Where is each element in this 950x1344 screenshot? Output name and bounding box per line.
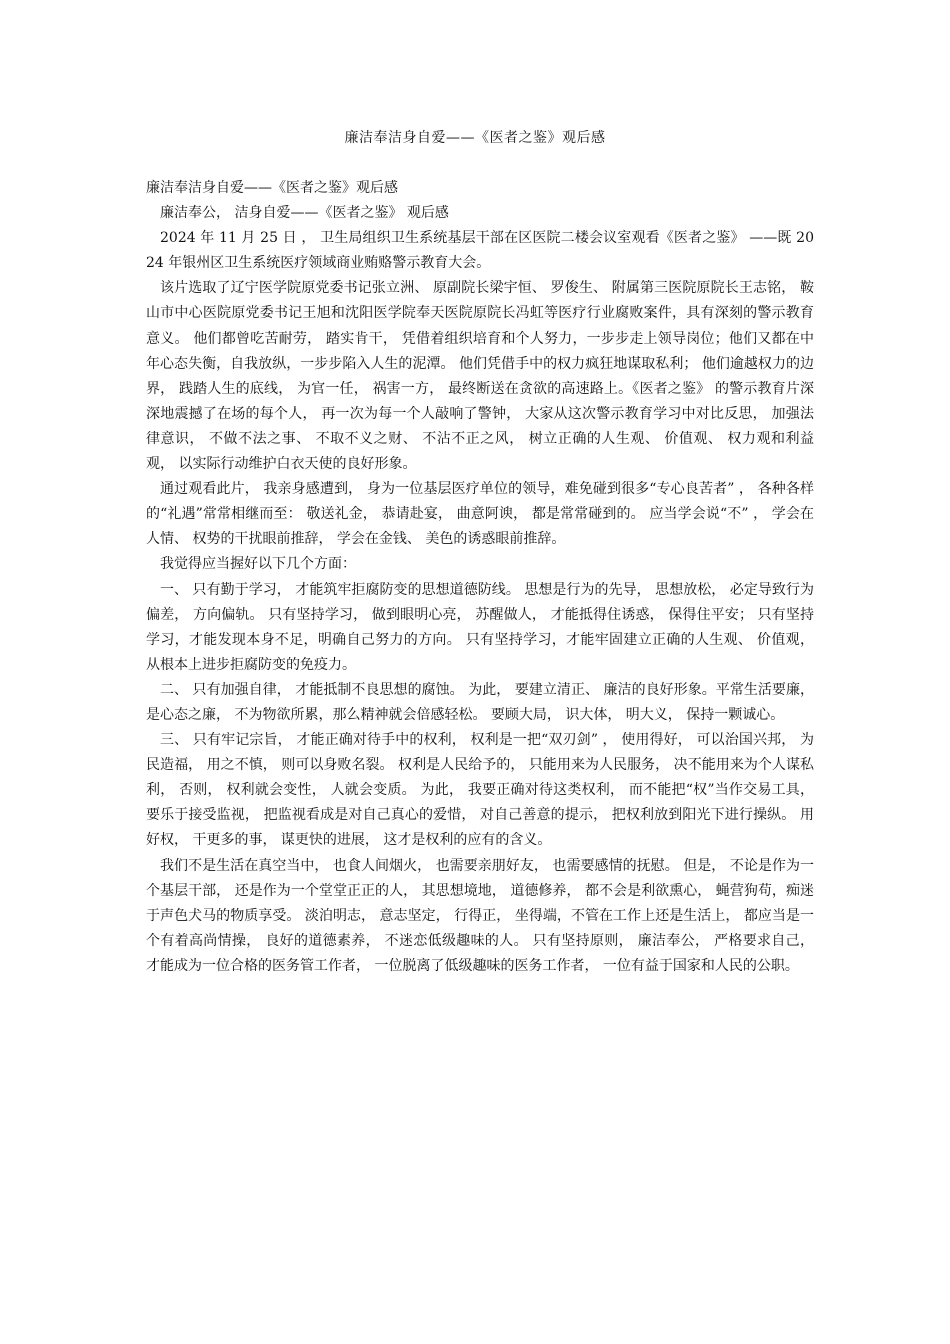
paragraph-point-one: 一、 只有勤于学习， 才能筑牢拒腐防变的思想道德防线。 思想是行为的先导， 思想放松， 必定导致行为偏差， 方向偏轨。 只有坚持学习， 做到眼明心亮， 苏醒做人， 才能抵得住诱惑， 保得住平安； 只有坚持学习，才能发现本身不足，明确自己努力的方向。 只有坚持学习，才能牢固建立正确的人生观、 价值观， 从根本上进步拒腐防变的免疫力。 xyxy=(146,581,814,673)
document-title: 廉洁奉洁身自爱——《医者之鉴》观后感 xyxy=(344,130,606,146)
paragraph-film-summary: 该片选取了辽宁医学院原党委书记张立洲、 原副院长梁宇恒、 罗俊生、 附属第三医院原院长王志铭， 鞍山市中心医院原党委书记王旭和沈阳医学院奉天医院原院长冯虹等医疗行业腐败案件，具有深刻的警示教育意义。 他们都曾吃苦耐劳， 踏实肯干， 凭借着组织培育和个人努力，一步步走上领导岗位；他们又都在中年心态失衡，自我放纵，一步步陷入人生的泥潭。 他们凭借手中的权力疯狂地谋取私利； 他们逾越权力的边界， 践踏人生的底线， 为官一任， 祸害一方， 最终断送在贪欲的高速路上。《医者之鉴》 的警示教育片深深地震撼了在场的每个人， 再一次为每一个人敲响了警钟， 大家从这次警示教育学习中对比反思， 加强法律意识， 不做不法之事、 不取不义之财、 不沾不正之风， 树立正确的人生观、 价值观、 权力观和利益观， 以实际行动维护白衣天使的良好形象。 xyxy=(146,280,814,473)
paragraph-conclusion: 我们不是生活在真空当中， 也食人间烟火， 也需要亲朋好友， 也需要感情的抚慰。 但是， 不论是作为一个基层干部， 还是作为一个堂堂正正的人， 其思想境地， 道德修养， 都不会是利欲熏心， 蝇营狗苟，痴迷于声色犬马的物质享受。 淡泊明志， 意志坚定， 行得正， 坐得端，不管在工作上还是生活上， 都应当是一个有着高尚情操， 良好的道德素养， 不迷恋低级趣味的人。 只有坚持原则， 廉洁奉公， 严格要求自己， 才能成为一位合格的医务管工作者， 一位脱离了低级趣味的医务工作者， 一位有益于国家和人民的公职。 xyxy=(146,857,814,974)
paragraph-point-three: 三、 只有牢记宗旨， 才能正确对待手中的权利， 权利是一把“双刃剑” ， 使用得好， 可以治国兴邦， 为民造福， 用之不慎， 则可以身败名裂。 权利是人民给予的， 只能用来为人民服务， 决不能用来为个人谋私利， 否则， 权利就会变性， 人就会变质。 为此， 我要正确对待这类权利， 而不能把“权”当作交易工具， 要乐于接受监视， 把监视看成是对自己真心的爱惜， 对自己善意的提示， 把权利放到阳光下进行操纵。 用好权， 干更多的事， 谋更快的进展， 这才是权利的应有的含义。 xyxy=(146,732,814,849)
document-body xyxy=(146,176,814,979)
paragraph-aspects-intro: 我觉得应当握好以下几个方面： xyxy=(160,556,356,573)
body-heading: 廉洁奉洁身自爱——《医者之鉴》观后感 xyxy=(146,180,398,196)
paragraph-reflection: 通过观看此片， 我亲身感遭到， 身为一位基层医疗单位的领导，难免碰到很多“专心良苦者” ， 各种各样的“礼遇”常常相继而至： 敬送礼金， 恭请赴宴， 曲意阿谀， 都是常常碰到的。 应当学会说“不” ， 学会在人情、 权势的干扰眼前推辞， 学会在金钱、 美色的诱惑眼前推辞。 xyxy=(146,481,814,548)
paragraph-event: 2024 年 11 月 25 日 ， 卫生局组织卫生系统基层干部在区医院二楼会议室观看《医者之鉴》 ——既 2024 年银州区卫生系统医疗领域商业贿赂警示教育大会。 xyxy=(146,230,814,272)
paragraph-point-two: 二、 只有加强自律， 才能抵制不良思想的腐蚀。 为此， 要建立清正、 廉洁的良好形象。平常生活要廉， 是心态之廉， 不为物欲所累，那么精神就会倍感轻松。 要顾大局， 识大体， 明大义， 保持一颗诚心。 xyxy=(146,681,814,723)
body-subheading: 廉洁奉公， 洁身自爱——《医者之鉴》 观后感 xyxy=(160,205,449,222)
